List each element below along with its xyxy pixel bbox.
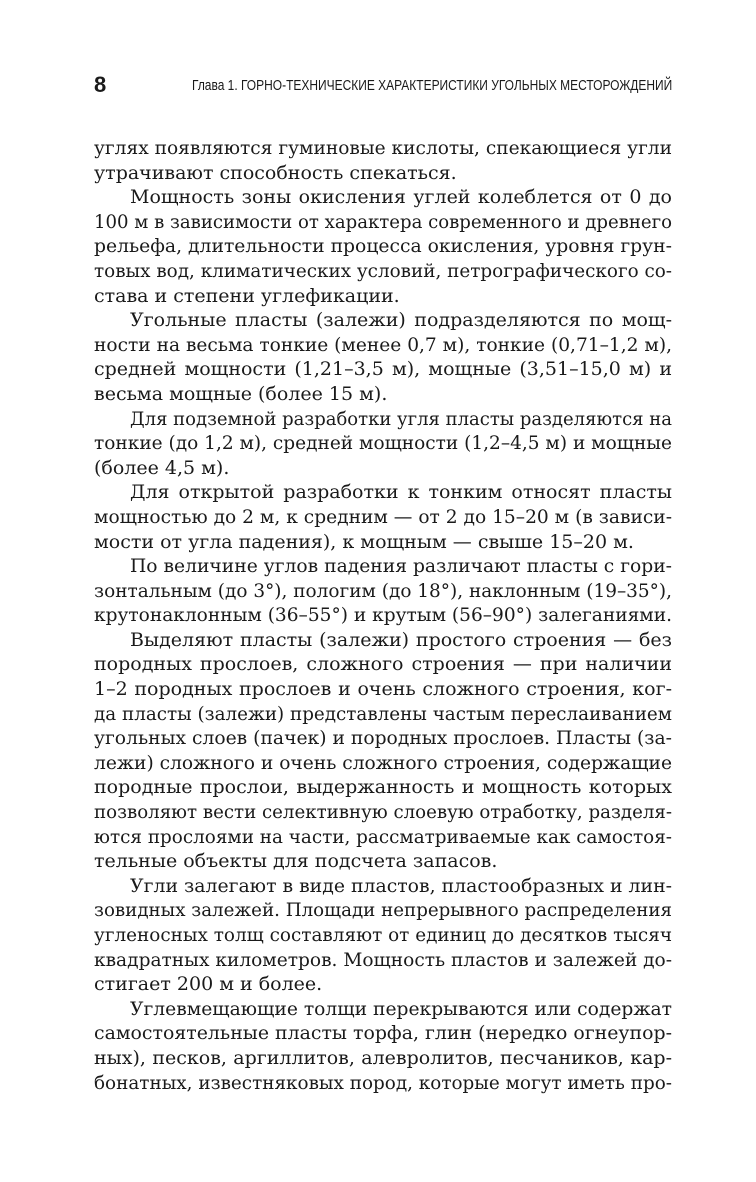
paragraph <box>94 997 672 1095</box>
text-line: утрачивают способность спекаться. <box>94 161 457 184</box>
text-line: Мощность зоны окисления углей колеблется от 0 до <box>130 186 672 209</box>
text-line: зовидных залежей. Площади непрерывного распределения <box>94 899 672 922</box>
text-line: тельные объекты для подсчета запасов. <box>94 850 498 873</box>
text-line: Выделяют пласты (залежи) простого строения — без <box>130 628 672 651</box>
text-line: весьма мощные (более 15 м). <box>94 382 388 405</box>
text-line: зонтальным (до 3°), пологим (до 18°), наклонным (19–35°), <box>94 579 672 602</box>
text-line: рельефа, длительности процесса окисления, уровня грун- <box>94 235 672 258</box>
text-line: Угольные пласты (залежи) подразделяются по мощ- <box>130 309 672 332</box>
text-line: угленосных толщ составляют от единиц до десятков тысяч <box>94 924 672 946</box>
text-line: ности на весьма тонкие (менее 0,7 м), тонкие (0,71–1,2 м), <box>94 333 672 356</box>
text-line: квадратных километров. Мощность пластов и залежей до- <box>94 948 672 971</box>
text-line: самостоятельные пласты торфа, глин (нередко огнеупор- <box>94 1022 672 1045</box>
text-line: По величине углов падения различают пласты с гори- <box>130 555 672 578</box>
paragraph <box>94 308 672 406</box>
text-line: Для подземной разработки угля пласты разделяются на <box>130 407 672 430</box>
paragraph <box>94 628 672 874</box>
text-line: мости от угла падения), к мощным — свыше 15–20 м. <box>94 530 634 553</box>
text-line: тонкие (до 1,2 м), средней мощности (1,2–4,5 м) и мощные <box>94 432 672 455</box>
text-line: да пласты (залежи) представлены частым переслаиванием <box>94 702 672 725</box>
text-line: крутонаклонным (36–55°) и крутым (56–90°) залеганиями. <box>94 604 672 627</box>
text-line: (более 4,5 м). <box>94 456 230 479</box>
text-line: Угли залегают в виде пластов, пластообразных и лин- <box>130 874 672 897</box>
text-line: средней мощности (1,21–3,5 м), мощные (3,51–15,0 м) и <box>94 358 672 381</box>
text-line: 100 м в зависимости от характера современного и древнего <box>94 210 672 233</box>
paragraph <box>94 480 672 554</box>
text-line: става и степени углефикации. <box>94 284 400 307</box>
text-line: позволяют вести селективную слоевую отработку, разделя- <box>94 801 672 824</box>
text-line: породные прослои, выдержанность и мощность которых <box>94 776 672 799</box>
text-line: породных прослоев, сложного строения — при наличии <box>94 653 672 676</box>
paragraph <box>94 874 672 997</box>
text-line: ются прослоями на части, рассматриваемые как самостоя- <box>94 825 672 848</box>
text-line: угольных слоев (пачек) и породных прослоев. Пласты (за- <box>94 727 672 750</box>
text-line: стигает 200 м и более. <box>94 973 323 996</box>
paragraph <box>94 185 672 308</box>
page-number: 8 <box>94 72 107 97</box>
running-head: Глава 1. ГОРНО-ТЕХНИЧЕСКИЕ ХАРАКТЕРИСТИКИ УГОЛЬНЫХ МЕСТОРОЖДЕНИЙ <box>192 78 673 94</box>
text-line: 1–2 породных прослоев и очень сложного строения, ког- <box>94 678 672 701</box>
text-line: ных), песков, аргиллитов, алевролитов, песчаников, кар- <box>94 1046 672 1069</box>
text-line: бонатных, известняковых пород, которые могут иметь про- <box>94 1071 672 1094</box>
text-line: Углевмещающие толщи перекрываются или содержат <box>130 997 672 1020</box>
text-line: Для открытой разработки к тонким относят пласты <box>130 481 672 504</box>
text-line: мощностью до 2 м, к средним — от 2 до 15–20 м (в зависи- <box>94 505 672 528</box>
text-line: лежи) сложного и очень сложного строения, содержащие <box>94 751 672 774</box>
body-text <box>94 136 672 1095</box>
text-line: углях появляются гуминовые кислоты, спекающиеся угли <box>94 137 672 159</box>
paragraph <box>94 407 672 481</box>
paragraph <box>94 136 672 185</box>
text-line: товых вод, климатических условий, петрографического со- <box>94 259 672 282</box>
paragraph <box>94 554 672 628</box>
